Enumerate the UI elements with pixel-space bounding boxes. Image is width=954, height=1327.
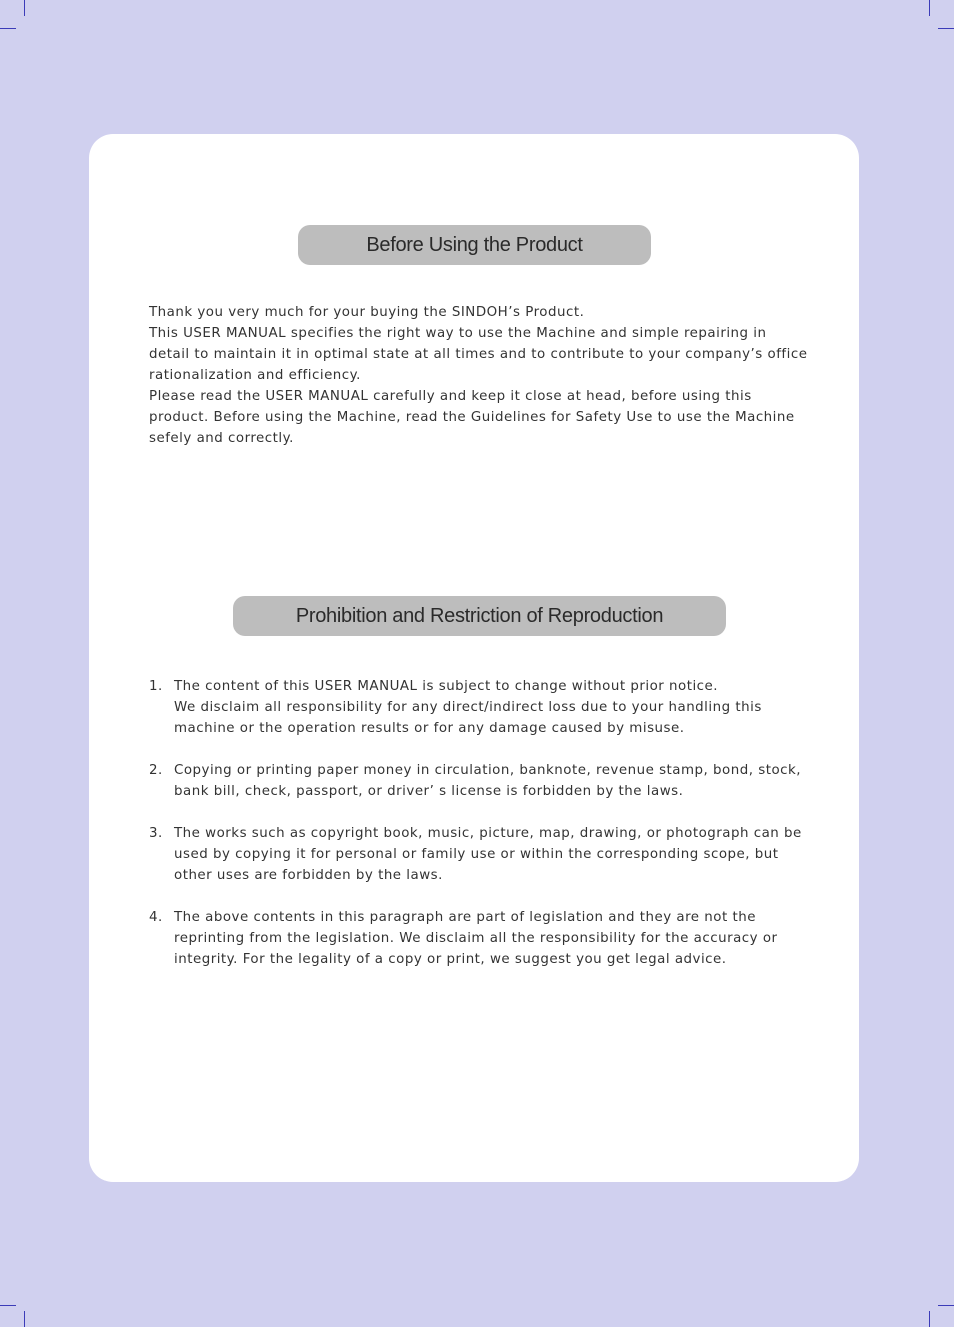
list-item-line: machine or the operation results or for any damage caused by misuse. bbox=[174, 721, 685, 736]
crop-mark bbox=[929, 1311, 930, 1327]
list-item-line: The above contents in this paragraph are part of legislation and they are not the bbox=[174, 910, 756, 925]
list-item-line: integrity. For the legality of a copy or print, we suggest you get legal advice. bbox=[174, 952, 727, 967]
content-card bbox=[89, 134, 859, 1182]
list-item bbox=[149, 823, 819, 886]
crop-mark bbox=[929, 0, 930, 16]
crop-mark bbox=[24, 0, 25, 16]
list-item-number: 2. bbox=[149, 763, 163, 778]
intro-paragraph bbox=[149, 302, 819, 449]
intro-line: Thank you very much for your buying the SINDOH’s Product. bbox=[149, 305, 585, 320]
list-item-line: Copying or printing paper money in circulation, banknote, revenue stamp, bond, stock, bbox=[174, 763, 802, 778]
intro-line: This USER MANUAL specifies the right way to use the Machine and simple repairing in bbox=[149, 326, 767, 341]
intro-line: detail to maintain it in optimal state at all times and to contribute to your company’s office bbox=[149, 347, 808, 362]
crop-mark bbox=[938, 1305, 954, 1306]
list-item-line: other uses are forbidden by the laws. bbox=[174, 868, 443, 883]
list-item-line: The works such as copyright book, music, picture, map, drawing, or photograph can be bbox=[174, 826, 802, 841]
list-item bbox=[149, 907, 819, 970]
section-title-prohibition: Prohibition and Restriction of Reproduction bbox=[233, 596, 726, 636]
crop-mark bbox=[24, 1311, 25, 1327]
prohibition-list bbox=[149, 676, 819, 991]
list-item-line: reprinting from the legislation. We disclaim all the responsibility for the accuracy or bbox=[174, 931, 778, 946]
list-item-number: 1. bbox=[149, 679, 163, 694]
intro-line: rationalization and efficiency. bbox=[149, 368, 361, 383]
list-item-line: We disclaim all responsibility for any direct/indirect loss due to your handling this bbox=[174, 700, 762, 715]
crop-mark bbox=[0, 28, 16, 29]
list-item-number: 3. bbox=[149, 826, 163, 841]
crop-mark bbox=[938, 28, 954, 29]
list-item bbox=[149, 676, 819, 739]
list-item bbox=[149, 760, 819, 802]
intro-line: product. Before using the Machine, read the Guidelines for Safety Use to use the Machine bbox=[149, 410, 795, 425]
section-title-before-using: Before Using the Product bbox=[298, 225, 651, 265]
list-item-line: bank bill, check, passport, or driver’ s license is forbidden by the laws. bbox=[174, 784, 684, 799]
intro-line: sefely and correctly. bbox=[149, 431, 294, 446]
crop-mark bbox=[0, 1305, 16, 1306]
list-item-number: 4. bbox=[149, 910, 163, 925]
list-item-line: The content of this USER MANUAL is subject to change without prior notice. bbox=[174, 679, 719, 694]
intro-line: Please read the USER MANUAL carefully and keep it close at head, before using this bbox=[149, 389, 752, 404]
list-item-line: used by copying it for personal or family use or within the corresponding scope, but bbox=[174, 847, 779, 862]
